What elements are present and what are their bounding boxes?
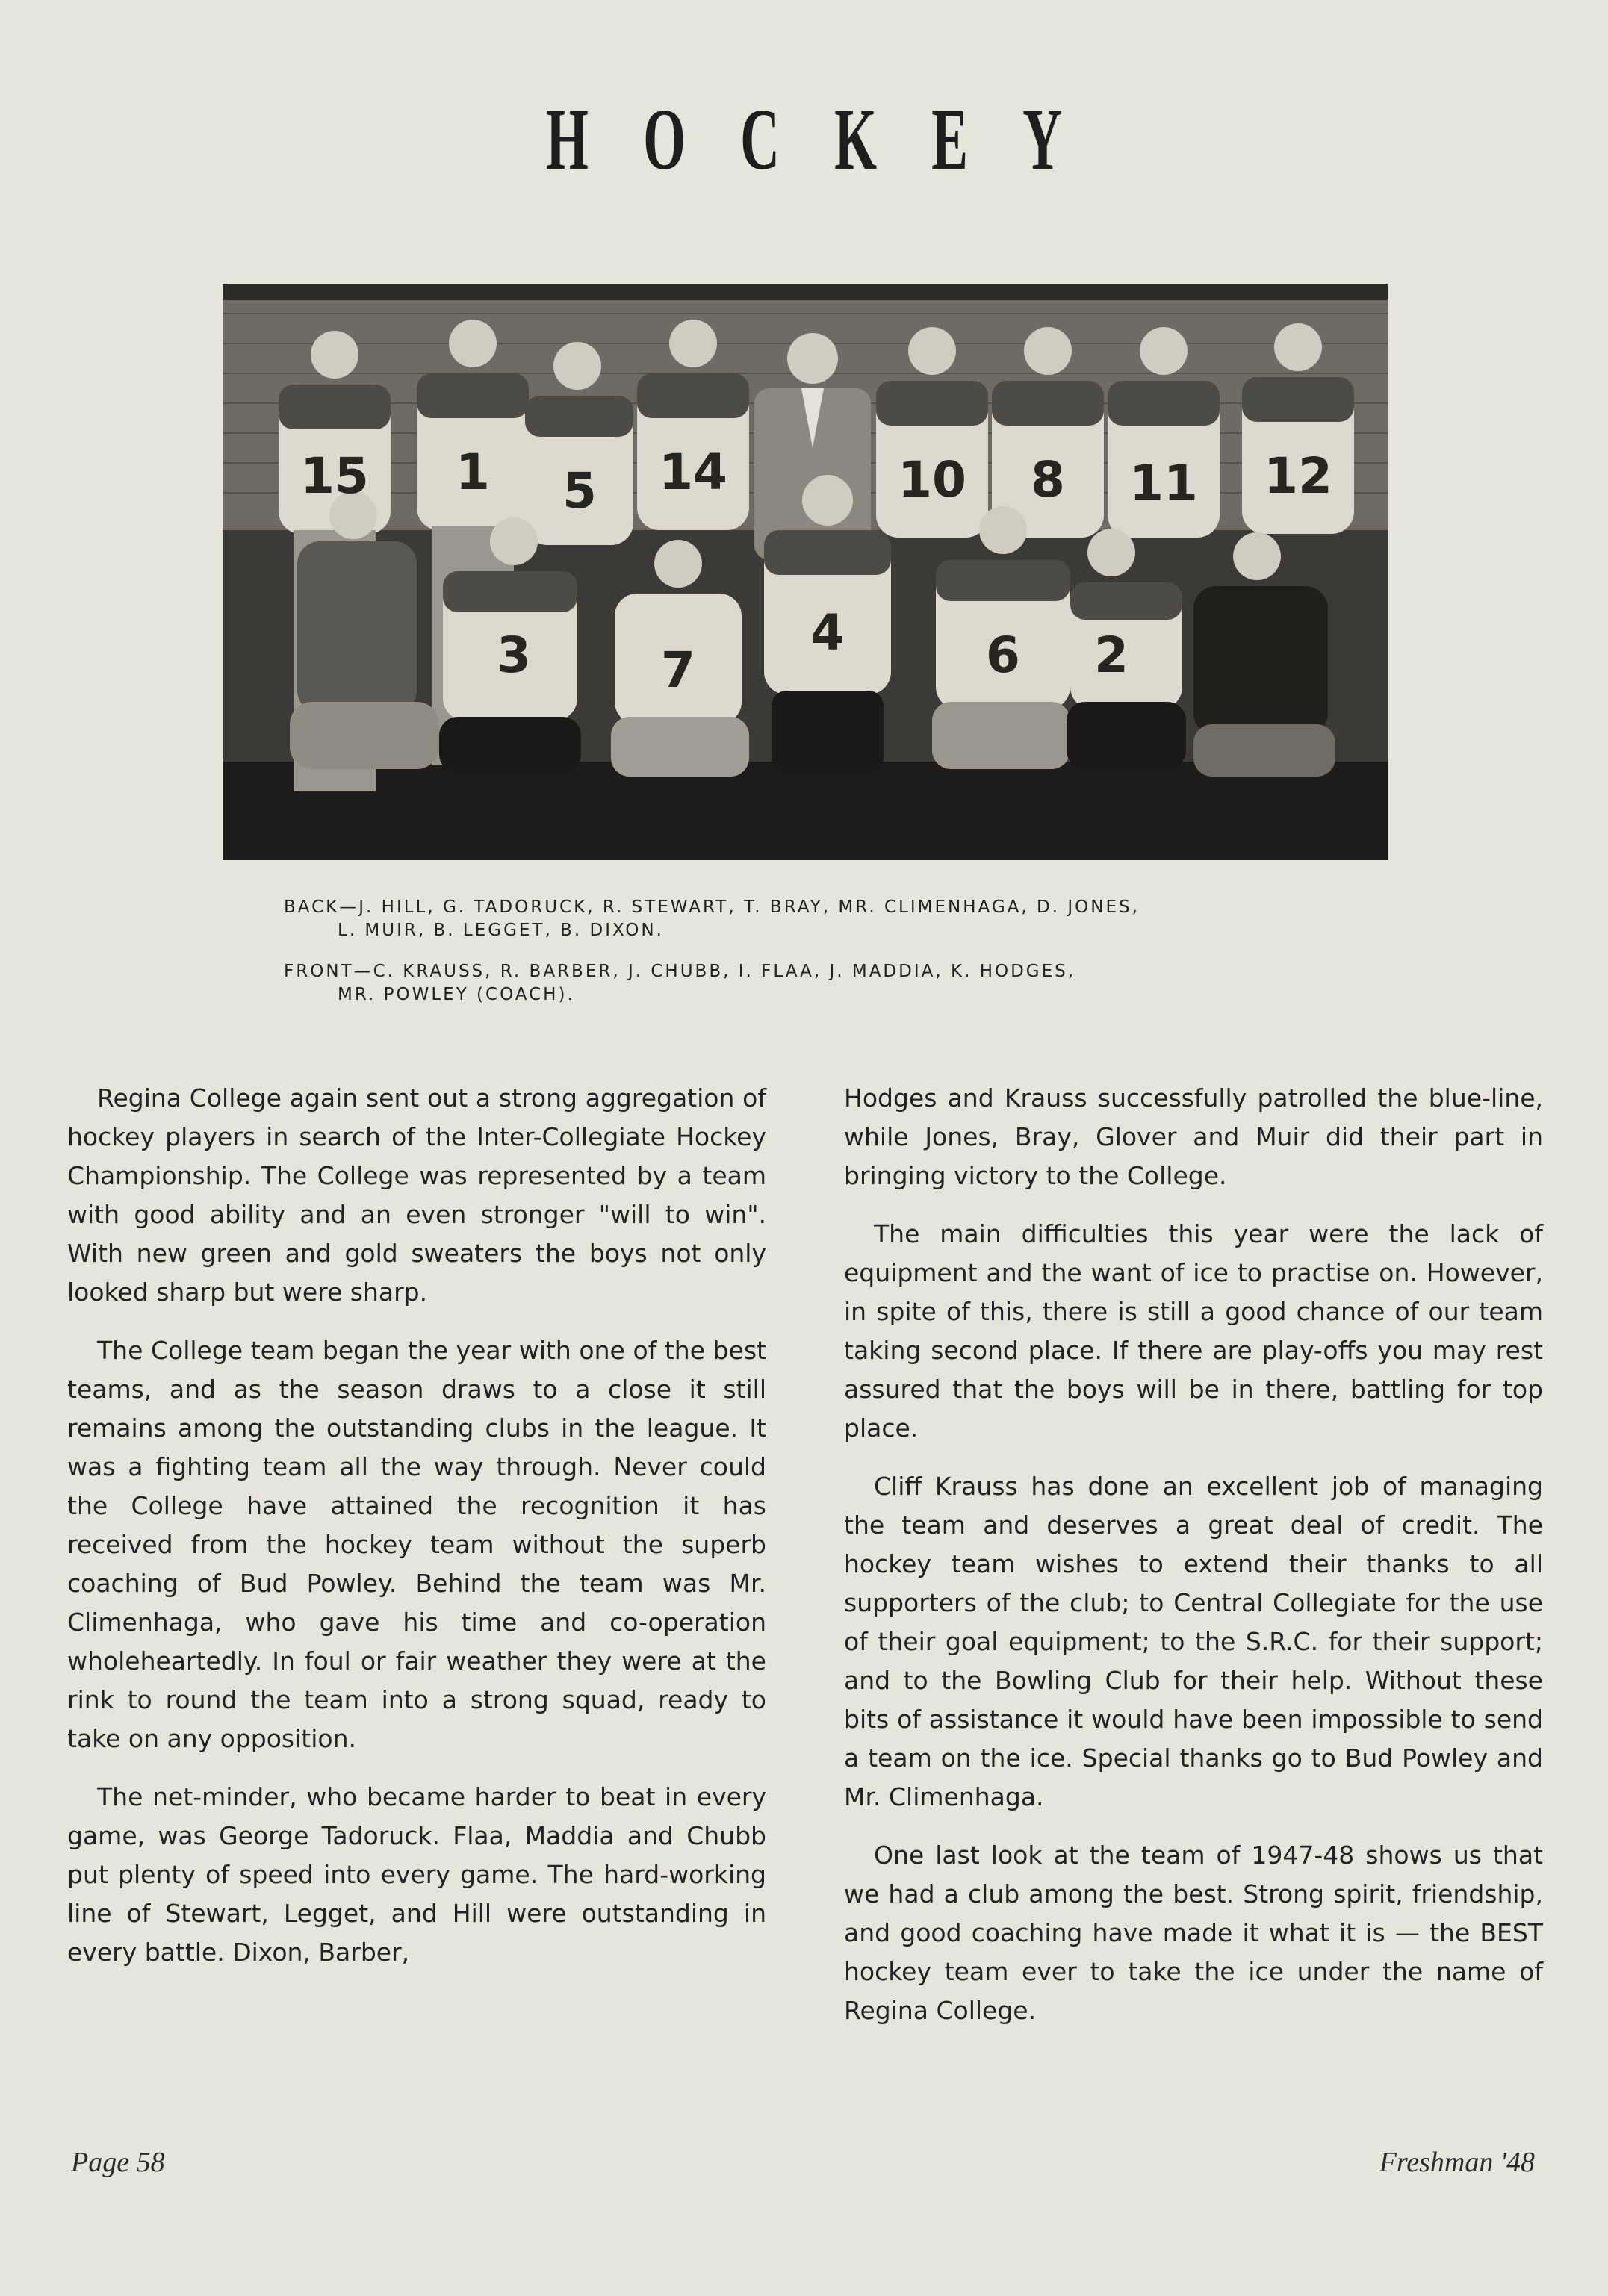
jersey-number-back-6: 10 xyxy=(898,451,966,508)
photo-caption xyxy=(284,896,1344,1007)
article-paragraph: The College team began the year with one of the best teams, and as the season draws to a close it still remains among the outstanding clubs in the league. It was a fighting team all the way through. Never could the College have attained the recognition it has received from the hockey team without the superb coaching of Bud Powley. Behind the team was Mr. Climenhaga, who gave his time and co-operation wholeheartedly. In foul or fair weather they were at the rink to round the team into a strong squad, ready to take on any opposition. xyxy=(67,1336,766,1753)
article-paragraph: The main difficulties this year were the lack of equipment and the want of ice to practise on. However, in spite of this, there is still a good chance of our team taking second place. If there are play-offs you may rest assured that the boys will be in there, battling for top place. xyxy=(844,1219,1543,1443)
article-paragraph: The net-minder, who became harder to beat in every game, was George Tadoruck. Flaa, Maddia and Chubb put plenty of speed into every game. The hard-working line of Stewart, Legget, and Hill were outstanding in every battle. Dixon, Barber, xyxy=(67,1782,766,1967)
jersey-number-front-2: 3 xyxy=(497,626,531,684)
jersey-number-back-9: 12 xyxy=(1264,447,1332,505)
jersey-number-back-3: 5 xyxy=(562,462,597,520)
jersey-number-back-7: 8 xyxy=(1031,451,1065,508)
caption-front-line-2: MR. POWLEY (COACH). xyxy=(338,985,575,1004)
jersey-number-back-8: 11 xyxy=(1129,455,1198,512)
article-paragraph: One last look at the team of 1947-48 shows us that we had a club among the best. Strong spirit, friendship, and good coaching have made it what it is — the BEST hockey team ever to take the ice under the name of Regina College. xyxy=(844,1841,1543,2025)
article-left-column xyxy=(67,1079,766,1991)
team-photo xyxy=(223,284,1388,860)
article-paragraph: Regina College again sent out a strong aggregation of hockey players in search of the Inter-Collegiate Hockey Championship. The College was represented by a team with good ability and an even stronger "will to win". With new green and gold sweaters the boys not only looked sharp but were sharp. xyxy=(67,1083,766,1307)
article-paragraph: Cliff Krauss has done an excellent job of managing the team and deserves a great deal of credit. The hockey team wishes to extend their thanks to all supporters of the club; to Central Collegiate for the use of their goal equipment; to the S.R.C. for their support; and to the Bowling Club for their help. Without these bits of assistance it would have been impossible to send a team on the ice. Special thanks go to Bud Powley and Mr. Climenhaga. xyxy=(844,1472,1543,1811)
page-title: HOCKEY xyxy=(546,90,1117,188)
jersey-number-back-1: 15 xyxy=(300,447,369,505)
caption-front-line-1: FRONT—C. KRAUSS, R. BARBER, J. CHUBB, I. FLAA, J. MADDIA, K. HODGES, xyxy=(284,962,1076,981)
publication-name: Freshman '48 xyxy=(1379,2147,1535,2178)
jersey-number-front-3: 7 xyxy=(661,641,695,699)
article-right-column xyxy=(844,1079,1543,2050)
jersey-number-front-6: 2 xyxy=(1094,626,1129,684)
jersey-number-front-4: 4 xyxy=(810,604,845,662)
jersey-number-front-5: 6 xyxy=(986,626,1020,684)
caption-back-line-1: BACK—J. HILL, G. TADORUCK, R. STEWART, T. BRAY, MR. CLIMENHAGA, D. JONES, xyxy=(284,897,1140,917)
jersey-number-back-2: 1 xyxy=(456,444,490,501)
article-paragraph: Hodges and Krauss successfully patrolled the blue-line, while Jones, Bray, Glover and Muir did their part in bringing victory to the College. xyxy=(844,1083,1543,1190)
caption-back-line-2: L. MUIR, B. LEGGET, B. DIXON. xyxy=(338,921,664,940)
jersey-number-back-4: 14 xyxy=(659,444,727,501)
page-number: Page 58 xyxy=(71,2147,165,2178)
team-photo-illustration xyxy=(223,284,1388,860)
